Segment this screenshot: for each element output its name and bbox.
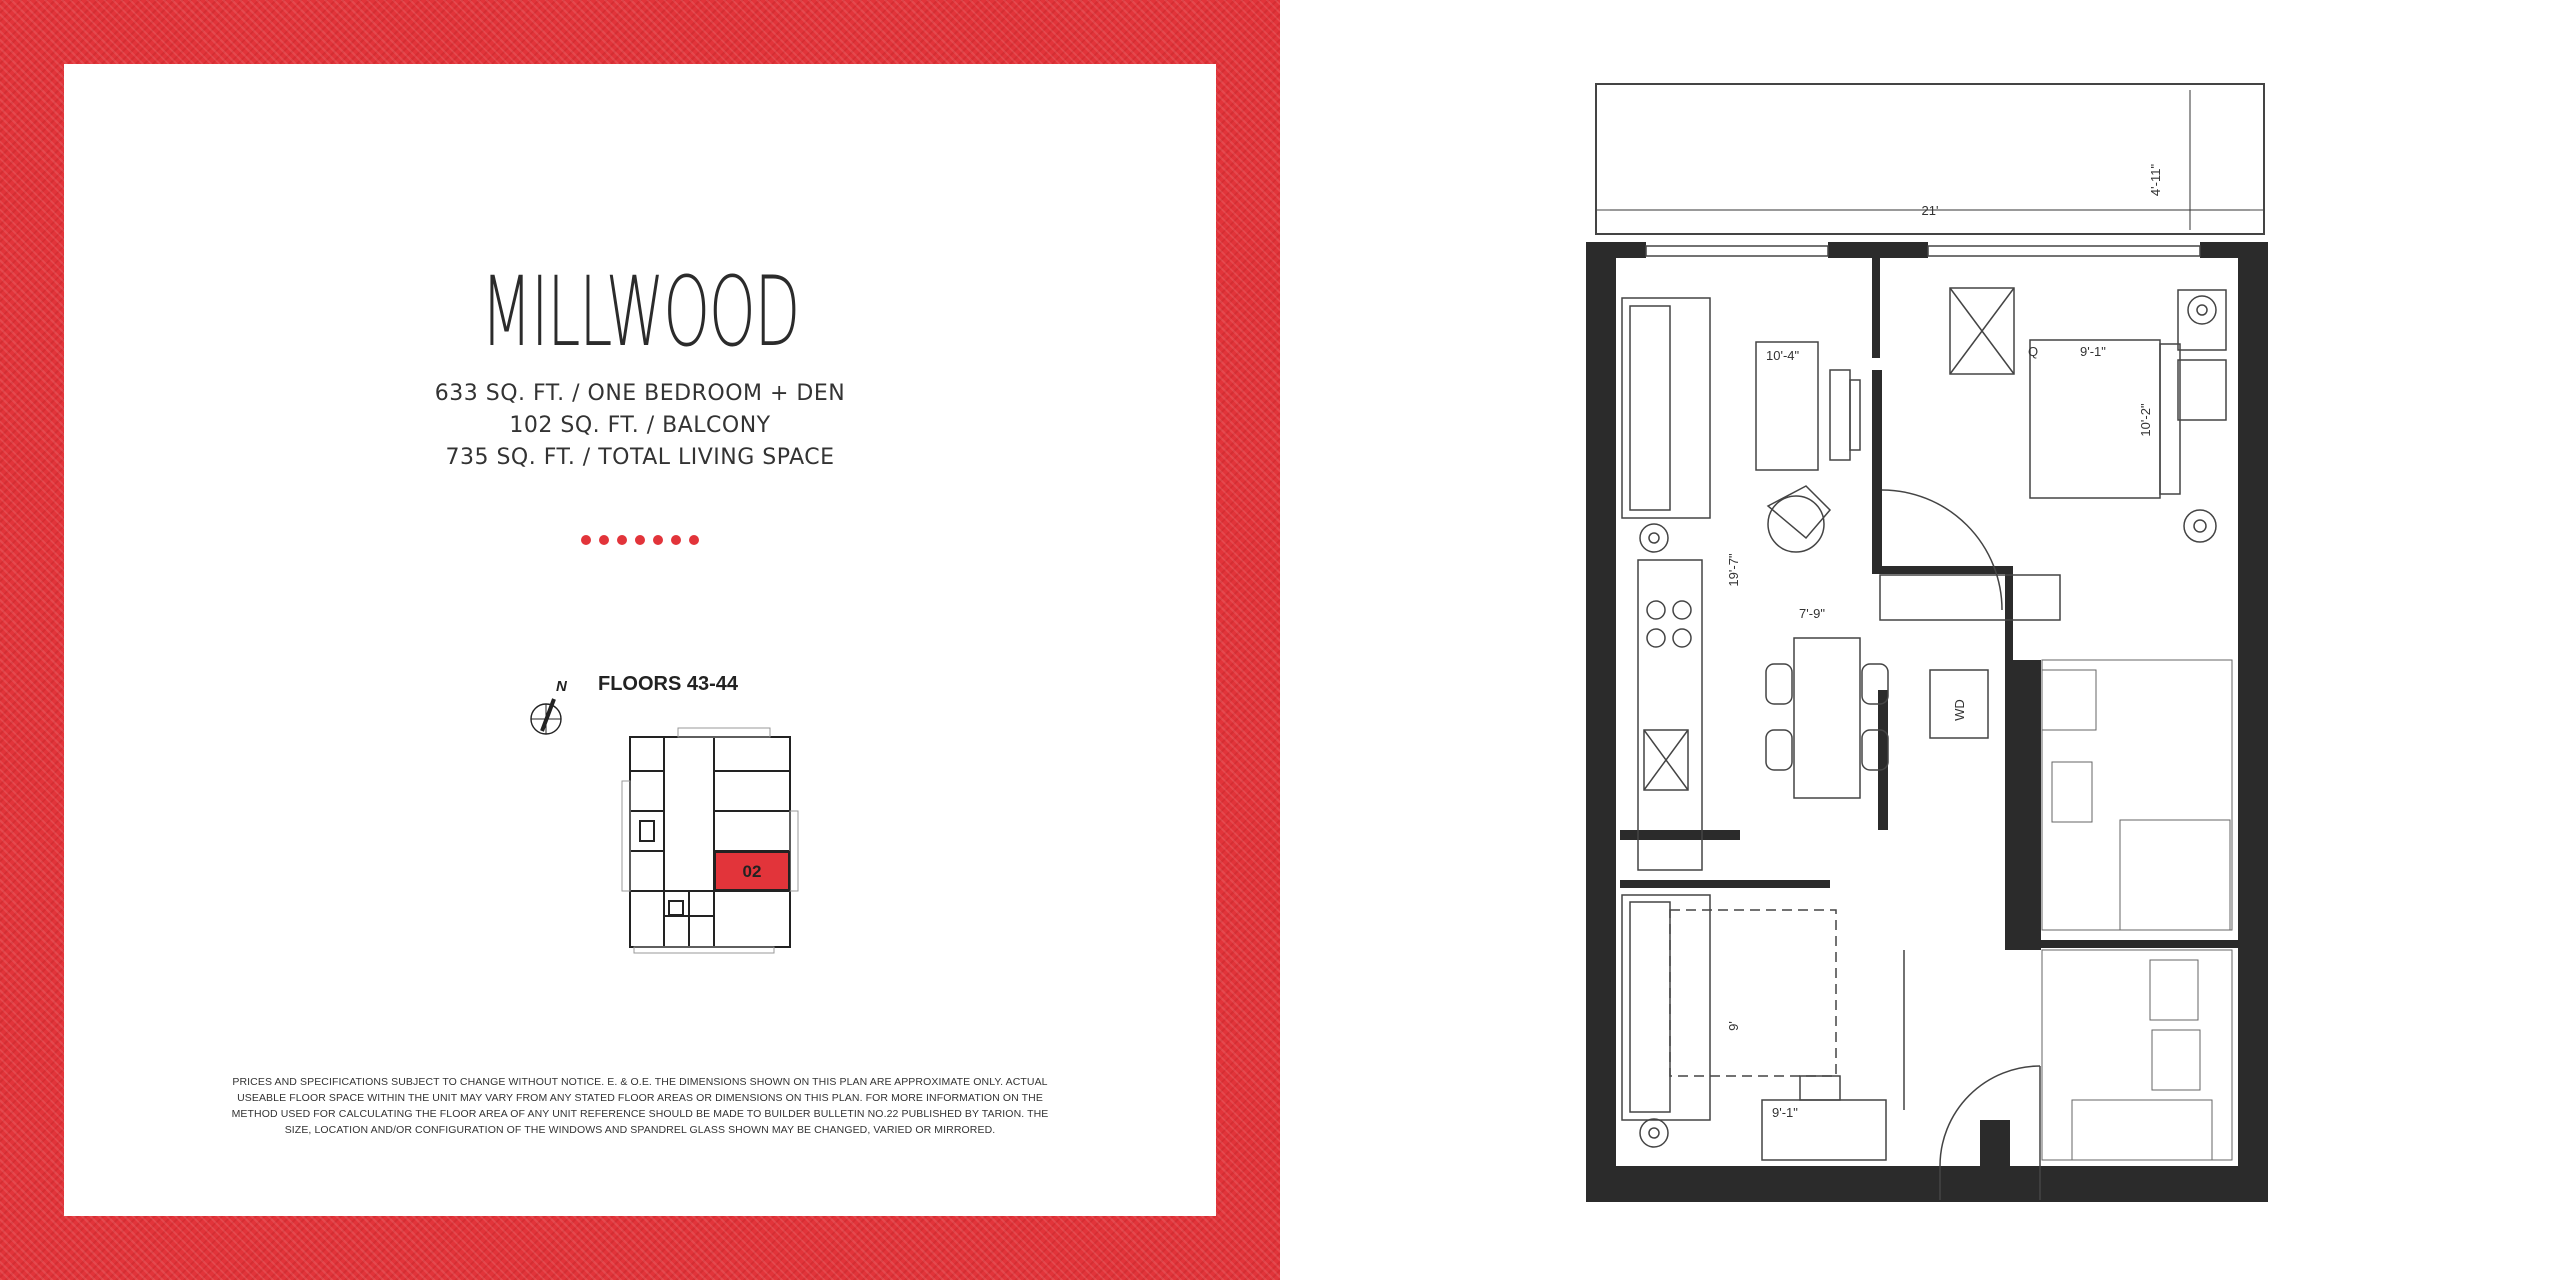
- disclaimer-line: METHOD USED FOR CALCULATING THE FLOOR AREA OF ANY UNIT REFERENCE SHOULD BE MADE TO BUILDER BULLETIN NO.22 PUBLISHED BY TARION. THE: [231, 1108, 1049, 1120]
- dining: [1766, 638, 1888, 798]
- spec-balcony: 102 SQ. FT. / BALCONY: [509, 413, 771, 438]
- bed-size-label: Q: [2028, 344, 2039, 359]
- floors-label: FLOORS 43-44: [598, 673, 739, 695]
- decorative-dot: [689, 535, 699, 545]
- decorative-dot: [671, 535, 681, 545]
- unit-number: 02: [742, 862, 762, 881]
- living-length-dim: 19'-7": [1726, 553, 1741, 587]
- legal-disclaimer: [224, 1074, 1056, 1138]
- floor-plan: [1560, 70, 2280, 1230]
- den-depth-dim: 9': [1726, 1021, 1741, 1031]
- disclaimer-line: USEABLE FLOOR SPACE WITHIN THE UNIT MAY VARY FROM ANY STATED FLOOR AREAS OR DIMENSIONS ON THIS PLAN. FOR MORE INFORMATION ON THE: [237, 1092, 1043, 1104]
- decorative-dot: [599, 535, 609, 545]
- decorative-dots: [64, 532, 1216, 550]
- suite-name: MILLWOOD: [480, 256, 800, 368]
- spec-interior: 633 SQ. FT. / ONE BEDROOM + DEN: [434, 381, 846, 406]
- decorative-dot: [653, 535, 663, 545]
- suite-specs: [64, 378, 1216, 474]
- kitchen: [1638, 560, 1702, 870]
- interior-walls: [1620, 258, 2238, 1180]
- north-label: N: [556, 678, 567, 695]
- key-plan-diagram: [584, 661, 824, 961]
- bedroom-depth-dim: 10'-2": [2138, 403, 2153, 437]
- disclaimer-line: SIZE, LOCATION AND/OR CONFIGURATION OF THE WINDOWS AND SPANDREL GLASS SHOWN MAY BE CHANGED, VARIED OR MIRRORED.: [284, 1124, 996, 1136]
- living-furniture: [1622, 298, 1860, 552]
- info-card: [64, 64, 1216, 1216]
- decorative-dot: [635, 535, 645, 545]
- bathrooms: [2042, 660, 2232, 1160]
- spec-total: 735 SQ. FT. / TOTAL LIVING SPACE: [445, 445, 835, 470]
- den: [1622, 895, 2040, 1200]
- decorative-dot: [617, 535, 627, 545]
- north-arrow-icon: [528, 677, 576, 741]
- laundry-label: WD: [1952, 699, 1967, 721]
- balcony-width-dim: 21': [1921, 203, 1939, 218]
- living-width-dim: 10'-4": [1766, 348, 1800, 363]
- decorative-dot: [581, 535, 591, 545]
- disclaimer-line: PRICES AND SPECIFICATIONS SUBJECT TO CHANGE WITHOUT NOTICE. E. & O.E. THE DIMENSIONS SHOWN ON THIS PLAN ARE APPROXIMATE ONLY. ACTUAL: [232, 1076, 1048, 1088]
- balcony-depth-dim: 4'-11": [2148, 163, 2163, 197]
- dining-width-dim: 7'-9": [1799, 606, 1825, 621]
- bedroom-width-dim: 9'-1": [2080, 344, 2106, 359]
- den-width-dim: 9'-1": [1772, 1105, 1798, 1120]
- exterior-walls: [1586, 242, 2268, 1202]
